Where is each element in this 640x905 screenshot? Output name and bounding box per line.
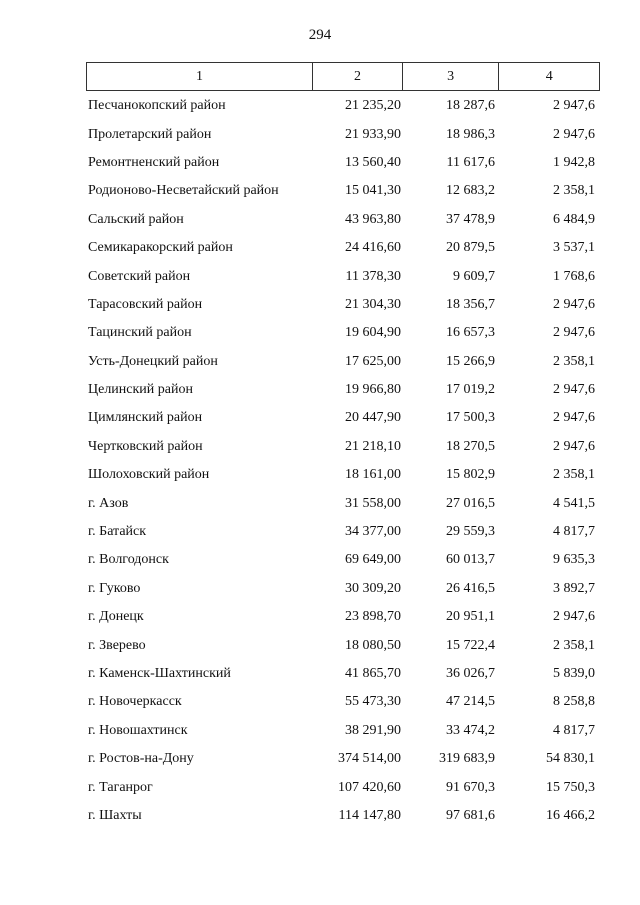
row-value-cell: 29 559,3 — [446, 524, 495, 540]
row-name-cell: г. Каменск-Шахтинский — [88, 666, 231, 681]
row-value-cell: 33 474,2 — [446, 722, 495, 738]
row-name-cell: Шолоховский район — [88, 467, 210, 483]
row-name-cell: г. Батайск — [88, 524, 147, 540]
row-name-cell: г. Гуково — [88, 580, 141, 596]
row-name-cell: г. Шахты — [88, 807, 142, 823]
row-value-cell: 374 514,00 — [338, 751, 401, 767]
header-cell-2: 2 — [313, 63, 403, 90]
row-value-cell: 5 839,0 — [553, 666, 595, 681]
row-value-cell: 21 304,30 — [345, 296, 401, 312]
table-row — [86, 376, 600, 404]
row-value-cell: 19 966,80 — [345, 382, 401, 398]
row-value-cell: 18 270,5 — [446, 438, 495, 454]
row-value-cell: 114 147,80 — [338, 807, 401, 823]
row-value-cell: 11 378,30 — [345, 268, 401, 284]
row-name-cell: г. Новочеркасск — [88, 694, 182, 710]
table-row — [86, 291, 600, 319]
row-value-cell: 2 947,6 — [553, 410, 595, 426]
row-name-cell: Ремонтненский район — [88, 154, 220, 170]
row-value-cell: 97 681,6 — [446, 807, 495, 823]
table-row — [86, 404, 600, 432]
table-row — [86, 603, 600, 631]
table-row — [86, 575, 600, 603]
table-row — [86, 802, 600, 830]
row-value-cell: 69 649,00 — [345, 552, 401, 568]
row-value-cell: 15 041,30 — [345, 183, 401, 199]
row-value-cell: 18 161,00 — [345, 467, 401, 483]
table-row — [86, 177, 600, 205]
row-name-cell: Тарасовский район — [88, 296, 203, 312]
row-name-cell: г. Донецк — [88, 609, 144, 625]
row-value-cell: 21 235,20 — [345, 98, 401, 114]
table-row — [86, 120, 600, 148]
row-value-cell: 2 947,6 — [553, 98, 595, 114]
row-value-cell: 2 947,6 — [553, 325, 595, 341]
row-value-cell: 2 358,1 — [553, 183, 595, 199]
row-value-cell: 16 466,2 — [546, 807, 595, 823]
row-value-cell: 17 625,00 — [345, 353, 401, 369]
table-row — [86, 631, 600, 659]
row-value-cell: 18 080,50 — [345, 637, 401, 653]
row-name-cell: Цимлянский район — [88, 410, 203, 426]
row-value-cell: 2 947,6 — [553, 296, 595, 312]
row-value-cell: 19 604,90 — [345, 325, 401, 341]
row-value-cell: 15 802,9 — [446, 467, 495, 483]
row-name-cell: Целинский район — [88, 382, 193, 398]
row-value-cell: 37 478,9 — [446, 211, 495, 227]
row-value-cell: 20 951,1 — [446, 609, 495, 625]
table-row — [86, 518, 600, 546]
row-value-cell: 9 609,7 — [453, 268, 495, 284]
row-name-cell: г. Новошахтинск — [88, 722, 188, 738]
table-row — [86, 489, 600, 517]
row-value-cell: 23 898,70 — [345, 609, 401, 625]
row-value-cell: 38 291,90 — [345, 722, 401, 738]
table-body — [86, 92, 600, 830]
row-value-cell: 2 358,1 — [553, 637, 595, 653]
header-cell-4: 4 — [545, 68, 553, 84]
row-value-cell: 15 722,4 — [446, 637, 495, 653]
row-value-cell: 8 258,8 — [553, 694, 595, 710]
row-value-cell: 18 287,6 — [446, 98, 495, 114]
row-value-cell: 319 683,9 — [439, 751, 495, 767]
row-value-cell: 4 817,7 — [553, 524, 595, 540]
row-value-cell: 27 016,5 — [446, 495, 495, 511]
row-name-cell: г. Волгодонск — [88, 552, 169, 568]
table-row — [86, 92, 600, 120]
row-value-cell: 30 309,20 — [345, 580, 401, 596]
row-value-cell: 18 986,3 — [446, 126, 495, 142]
row-name-cell: Сальский район — [88, 211, 184, 227]
row-value-cell: 24 416,60 — [345, 240, 401, 256]
row-value-cell: 15 266,9 — [446, 353, 495, 369]
row-value-cell: 11 617,6 — [446, 154, 495, 170]
row-value-cell: 1 942,8 — [553, 154, 595, 170]
table-row — [86, 660, 600, 688]
row-name-cell: г. Ростов-на-Дону — [88, 751, 194, 767]
row-value-cell: 17 500,3 — [446, 410, 495, 426]
row-value-cell: 20 879,5 — [446, 240, 495, 256]
row-value-cell: 12 683,2 — [446, 183, 495, 199]
table-row — [86, 262, 600, 290]
row-value-cell: 3 892,7 — [553, 580, 595, 596]
row-name-cell: г. Зверево — [88, 637, 146, 653]
row-value-cell: 18 356,7 — [446, 296, 495, 312]
table-row — [86, 319, 600, 347]
row-value-cell: 2 947,6 — [553, 609, 595, 625]
row-value-cell: 107 420,60 — [338, 779, 401, 795]
table-row — [86, 745, 600, 773]
row-value-cell: 2 358,1 — [553, 353, 595, 369]
row-value-cell: 1 768,6 — [553, 268, 595, 284]
row-value-cell: 3 537,1 — [553, 240, 595, 256]
row-value-cell: 26 416,5 — [446, 580, 495, 596]
table-row — [86, 546, 600, 574]
row-value-cell: 55 473,30 — [345, 694, 401, 710]
row-value-cell: 2 947,6 — [553, 438, 595, 454]
row-name-cell: Родионово-Несветайский район — [88, 183, 279, 199]
row-name-cell: Советский район — [88, 268, 191, 284]
table-row — [86, 688, 600, 716]
table-row — [86, 433, 600, 461]
row-value-cell: 91 670,3 — [446, 779, 495, 795]
row-value-cell: 21 218,10 — [345, 438, 401, 454]
row-value-cell: 2 358,1 — [553, 467, 595, 483]
row-value-cell: 41 865,70 — [345, 666, 401, 681]
row-value-cell: 60 013,7 — [446, 552, 495, 568]
header-cell-3: 3 — [403, 63, 500, 90]
page-number: 294 — [308, 27, 332, 43]
row-value-cell: 13 560,40 — [345, 154, 401, 170]
header-cell-1: 1 — [87, 63, 313, 90]
row-name-cell: Семикаракорский район — [88, 240, 233, 256]
row-value-cell: 9 635,3 — [553, 552, 595, 568]
row-name-cell: Усть-Донецкий район — [88, 353, 218, 369]
row-value-cell: 31 558,00 — [345, 495, 401, 511]
row-value-cell: 47 214,5 — [446, 694, 495, 710]
table-row — [86, 234, 600, 262]
row-name-cell: Песчанокопский район — [88, 98, 226, 114]
row-value-cell: 43 963,80 — [345, 211, 401, 227]
row-name-cell: Пролетарский район — [88, 126, 212, 142]
row-value-cell: 36 026,7 — [446, 666, 495, 681]
row-value-cell: 6 484,9 — [553, 211, 595, 227]
row-value-cell: 16 657,3 — [446, 325, 495, 341]
row-value-cell: 17 019,2 — [446, 382, 495, 398]
row-value-cell: 34 377,00 — [345, 524, 401, 540]
table-row — [86, 717, 600, 745]
row-name-cell: г. Таганрог — [88, 779, 153, 795]
row-value-cell: 2 947,6 — [553, 126, 595, 142]
table-row — [86, 149, 600, 177]
row-value-cell: 4 817,7 — [553, 722, 595, 738]
row-value-cell: 2 947,6 — [553, 382, 595, 398]
table-row — [86, 461, 600, 489]
table-row — [86, 773, 600, 801]
table-header — [86, 62, 600, 91]
row-value-cell: 20 447,90 — [345, 410, 401, 426]
row-value-cell: 54 830,1 — [546, 751, 595, 767]
row-name-cell: Тацинский район — [88, 325, 192, 341]
row-value-cell: 21 933,90 — [345, 126, 401, 142]
row-value-cell: 15 750,3 — [546, 779, 595, 795]
table-row — [86, 348, 600, 376]
row-name-cell: г. Азов — [88, 495, 129, 511]
row-value-cell: 4 541,5 — [553, 495, 595, 511]
table-row — [86, 206, 600, 234]
row-name-cell: Чертковский район — [88, 438, 203, 454]
